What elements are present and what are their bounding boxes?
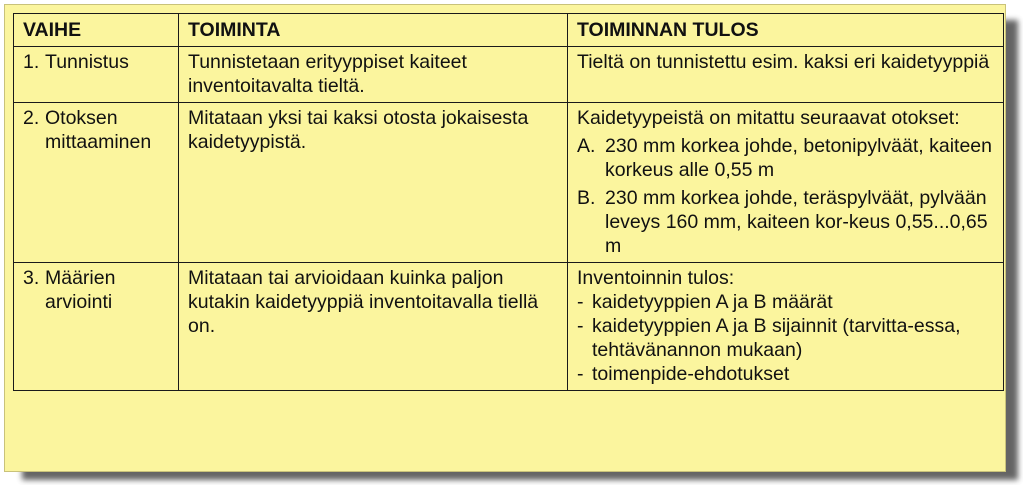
result-item-text: kaidetyyppien A ja B sijainnit (tarvitta-essa, tehtävänannon mukaan): [592, 315, 961, 361]
result-item: [577, 314, 995, 362]
table-row: [14, 47, 1004, 103]
action-cell: Tunnistetaan erityyppiset kaiteet inventoitavalta tieltä.: [179, 47, 568, 103]
result-item-mark: -: [577, 291, 584, 313]
result-item-mark: -: [577, 315, 584, 337]
phase-number: 2.: [23, 107, 40, 129]
result-item: [577, 134, 995, 182]
result-item-text: toimenpide-ehdotukset: [592, 363, 790, 385]
phase-name: Määrien arviointi: [45, 267, 116, 313]
result-item-text: 230 mm korkea johde, betonipylväät, kaiteen korkeus alle 0,55 m: [605, 135, 992, 181]
phase-cell: [14, 263, 179, 391]
action-cell: Mitataan yksi tai kaksi otosta jokaisesta kaidetyypistä.: [179, 103, 568, 263]
table-panel: [4, 4, 1006, 472]
phase-name: Tunnistus: [45, 51, 129, 73]
phase-name: Otoksen mittaaminen: [45, 107, 152, 153]
phase-number: 1.: [23, 51, 40, 73]
result-cell: [568, 103, 1004, 263]
result-cell: [568, 47, 1004, 103]
phase-cell: [14, 103, 179, 263]
header-phase: VAIHE: [14, 14, 179, 47]
header-action: TOIMINTA: [179, 14, 568, 47]
table-row: [14, 103, 1004, 263]
action-cell: Mitataan tai arvioidaan kuinka paljon kutakin kaidetyyppiä inventoitavalla tiellä on.: [179, 263, 568, 391]
phase-number: 3.: [23, 267, 40, 289]
result-item-text: 230 mm korkea johde, teräspylväät, pylvään leveys 160 mm, kaiteen kor-keus 0,55...0,65 m: [605, 187, 988, 257]
phases-table: [13, 13, 1004, 391]
result-item-mark: B.: [577, 187, 596, 209]
result-intro: Tieltä on tunnistettu esim. kaksi eri kaidetyyppiä: [577, 51, 990, 73]
table-row: [14, 263, 1004, 391]
result-item: [577, 186, 995, 258]
result-item: [577, 362, 995, 386]
result-item-mark: A.: [577, 135, 596, 157]
header-result: TOIMINNAN TULOS: [568, 14, 1004, 47]
result-intro: Kaidetyypeistä on mitattu seuraavat otokset:: [577, 107, 960, 129]
result-intro: Inventoinnin tulos:: [577, 267, 735, 289]
result-item-text: kaidetyyppien A ja B määrät: [592, 291, 833, 313]
phase-cell: [14, 47, 179, 103]
result-item: [577, 290, 995, 314]
header-row: [14, 14, 1004, 47]
result-item-mark: -: [577, 363, 584, 385]
result-cell: [568, 263, 1004, 391]
